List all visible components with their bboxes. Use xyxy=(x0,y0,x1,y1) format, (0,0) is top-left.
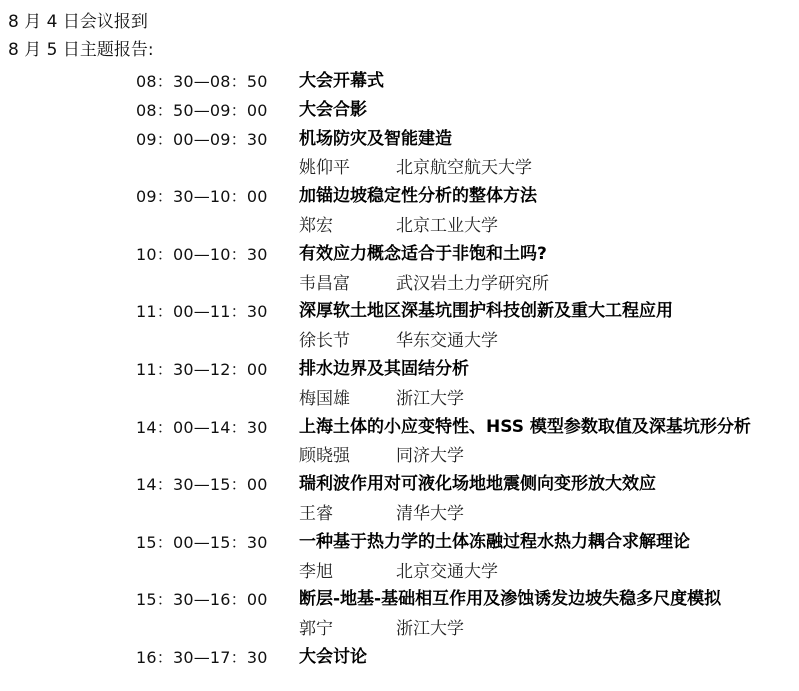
speaker-affiliation: 华东交通大学 xyxy=(396,331,498,352)
session-row xyxy=(136,471,796,500)
session-row xyxy=(136,126,796,155)
session-time: 10：00—10：30 xyxy=(136,244,268,264)
session-1 xyxy=(136,68,796,97)
session-time: 08：30—08：50 xyxy=(136,72,268,91)
session-title: 瑞利波作用对可液化场地地震侧向变形放大效应 xyxy=(299,474,656,495)
session-row xyxy=(136,68,796,97)
speaker-name: 徐长节 xyxy=(299,331,350,352)
speaker-row xyxy=(136,270,796,299)
speaker-row xyxy=(136,558,796,587)
session-title: 一种基于热力学的土体冻融过程水热力耦合求解理论 xyxy=(299,531,690,552)
speaker-name: 郑宏 xyxy=(299,215,333,236)
registration-line: 8 月 4 日会议报到 xyxy=(8,12,148,32)
session-7 xyxy=(136,356,796,414)
speaker-name: 姚仰平 xyxy=(299,158,350,179)
session-time: 11：30—12：00 xyxy=(136,359,268,379)
speaker-name: 王睿 xyxy=(299,503,333,524)
speaker-row xyxy=(136,154,796,183)
session-time: 15：30—16：00 xyxy=(136,590,268,610)
session-time: 16：30—17：30 xyxy=(136,647,268,667)
speaker-affiliation: 武汉岩土力学研究所 xyxy=(396,273,549,294)
keynote-heading: 8 月 5 日主题报告: xyxy=(8,40,154,60)
session-time: 15：00—15：30 xyxy=(136,532,268,552)
session-title: 有效应力概念适合于非饱和土吗? xyxy=(299,243,547,264)
session-time: 14：30—15：00 xyxy=(136,475,268,495)
session-3 xyxy=(136,126,796,184)
session-row xyxy=(136,586,796,615)
speaker-affiliation: 北京航空航天大学 xyxy=(396,158,532,179)
speaker-row xyxy=(136,442,796,471)
session-6 xyxy=(136,298,796,356)
speaker-name: 郭宁 xyxy=(299,619,333,640)
session-title: 上海土体的小应变特性、HSS 模型参数取值及深基坑形分析 xyxy=(299,416,751,437)
session-row xyxy=(136,529,796,558)
speaker-affiliation: 清华大学 xyxy=(396,503,464,524)
session-2 xyxy=(136,97,796,126)
session-9 xyxy=(136,471,796,529)
session-row xyxy=(136,414,796,443)
speaker-affiliation: 浙江大学 xyxy=(396,388,464,409)
session-11 xyxy=(136,586,796,644)
speaker-row xyxy=(136,327,796,356)
speaker-name: 李旭 xyxy=(299,561,333,582)
speaker-row xyxy=(136,615,796,644)
speaker-row xyxy=(136,212,796,241)
speaker-affiliation: 北京工业大学 xyxy=(396,215,498,236)
speaker-affiliation: 北京交通大学 xyxy=(396,561,498,582)
speaker-name: 顾晓强 xyxy=(299,446,350,467)
session-10 xyxy=(136,529,796,587)
session-title: 大会合影 xyxy=(299,99,367,120)
speaker-affiliation: 同济大学 xyxy=(396,446,464,467)
speaker-affiliation: 浙江大学 xyxy=(396,619,464,640)
session-title: 机场防灾及智能建造 xyxy=(299,128,452,149)
speaker-row xyxy=(136,385,796,414)
session-4 xyxy=(136,183,796,241)
session-8 xyxy=(136,414,796,472)
session-5 xyxy=(136,241,796,299)
session-row xyxy=(136,183,796,212)
session-row xyxy=(136,644,796,673)
session-title: 加锚边坡稳定性分析的整体方法 xyxy=(299,186,537,207)
session-time: 08：50—09：00 xyxy=(136,100,268,120)
session-time: 11：00—11：30 xyxy=(136,302,268,322)
session-time: 14：00—14：30 xyxy=(136,417,268,437)
session-time: 09：30—10：00 xyxy=(136,187,268,207)
session-title: 大会开幕式 xyxy=(299,71,384,91)
session-12 xyxy=(136,644,796,673)
session-title: 断层-地基-基础相互作用及渗蚀诱发边坡失稳多尺度模拟 xyxy=(299,589,722,610)
session-row xyxy=(136,356,796,385)
session-row xyxy=(136,298,796,327)
session-row xyxy=(136,97,796,126)
session-title: 排水边界及其固结分析 xyxy=(299,358,469,379)
schedule-list xyxy=(136,68,796,673)
session-time: 09：00—09：30 xyxy=(136,129,268,149)
session-row xyxy=(136,241,796,270)
session-title: 深厚软土地区深基坑围护科技创新及重大工程应用 xyxy=(299,301,673,322)
speaker-name: 梅国雄 xyxy=(299,388,350,409)
session-title: 大会讨论 xyxy=(299,646,367,667)
speaker-row xyxy=(136,500,796,529)
speaker-name: 韦昌富 xyxy=(299,273,350,294)
